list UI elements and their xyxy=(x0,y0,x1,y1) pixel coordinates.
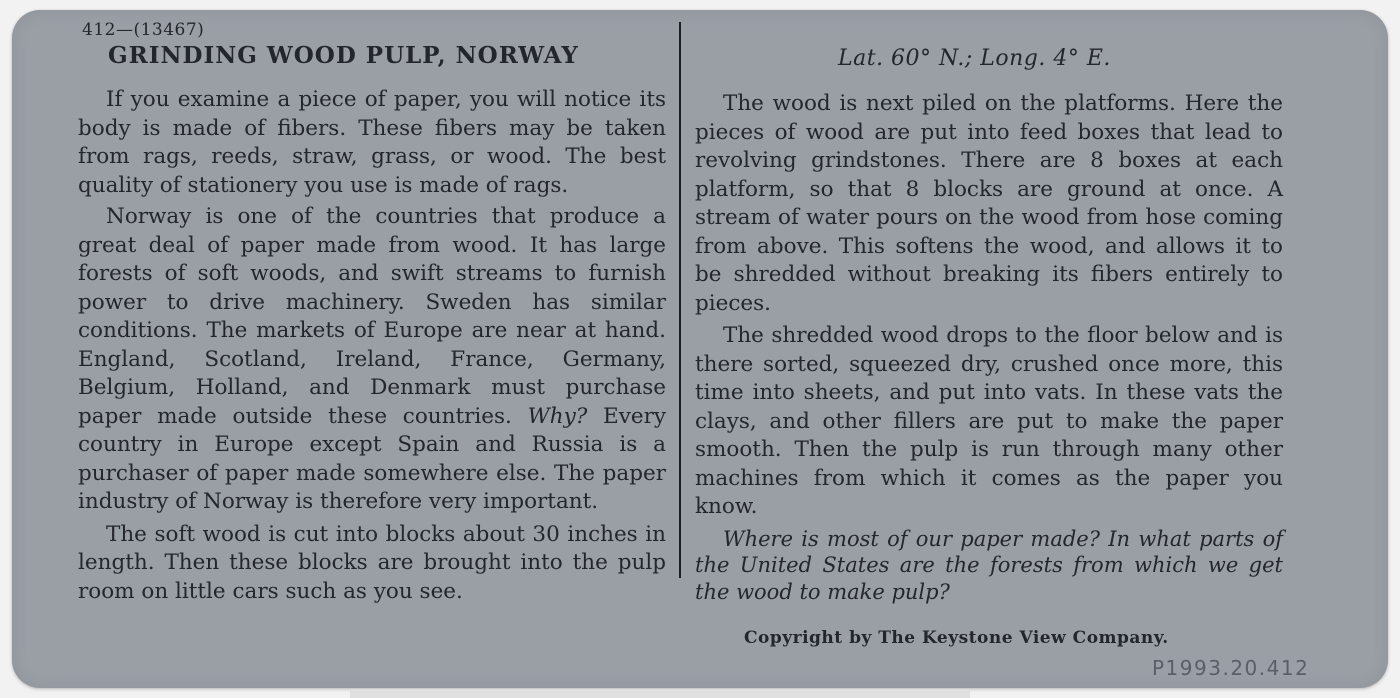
card-title: GRINDING WOOD PULP, NORWAY xyxy=(108,42,579,69)
left-paragraph-2 xyxy=(78,203,666,517)
left-paragraph-3: The soft wood is cut into blocks about 30 inches in length. Then these blocks are brought into the pulp room on little cars such as you see. xyxy=(78,521,666,604)
left-paragraph-2-end: Every country in Europe except Spain and Russia is a purchaser of paper made somewhere else. The paper industry of Norway is therefore very important. xyxy=(78,403,666,514)
column-divider xyxy=(679,22,681,578)
left-column xyxy=(78,86,666,610)
right-column xyxy=(695,90,1283,609)
inline-question: Why? xyxy=(527,403,588,429)
copyright-line: Copyright by The Keystone View Company. xyxy=(744,628,1169,648)
right-paragraph-2: The shredded wood drops to the floor below and is there sorted, squeezed dry, crushed once more, this time into sheets, and put into vats. In these vats the clays, and other fillers are put to make the paper smooth. Then the pulp is run through many other machines from which it comes as the paper you know. xyxy=(695,323,1283,519)
catalog-number: 412—(13467) xyxy=(82,20,205,40)
stereograph-card-back xyxy=(12,10,1388,688)
accession-number: P1993.20.412 xyxy=(1152,656,1310,680)
coordinates: Lat. 60° N.; Long. 4° E. xyxy=(838,46,1111,71)
left-paragraph-1: If you examine a piece of paper, you will notice its body is made of fibers. These fibers may be taken from rags, reeds, straw, grass, or wood. The best quality of stationery you use is made of rags. xyxy=(78,87,666,198)
mount-edge-strip xyxy=(350,691,970,698)
left-paragraph-2-start: Norway is one of the countries that produce a great deal of paper made from wood. It has large forests of soft woods, and swift streams to furnish power to drive machinery. Sweden has similar conditions. The markets of Europe are near at hand. England, Scotland, Ireland, France, Germany, Belgium, Holland, and Denmark must purchase paper made outside these countries. xyxy=(78,204,666,429)
right-paragraph-1: The wood is next piled on the platforms. Here the pieces of wood are put into feed boxes that lead to revolving grindstones. There are 8 boxes at each platform, so that 8 blocks are ground at once. A stream of water pours on the wood from hose coming from above. This softens the wood, and allows it to be shredded without breaking its fibers entirely to pieces. xyxy=(695,91,1283,316)
study-question: Where is most of our paper made? In what parts of the United States are the forests from which we get the wood to make pulp? xyxy=(695,526,1283,604)
